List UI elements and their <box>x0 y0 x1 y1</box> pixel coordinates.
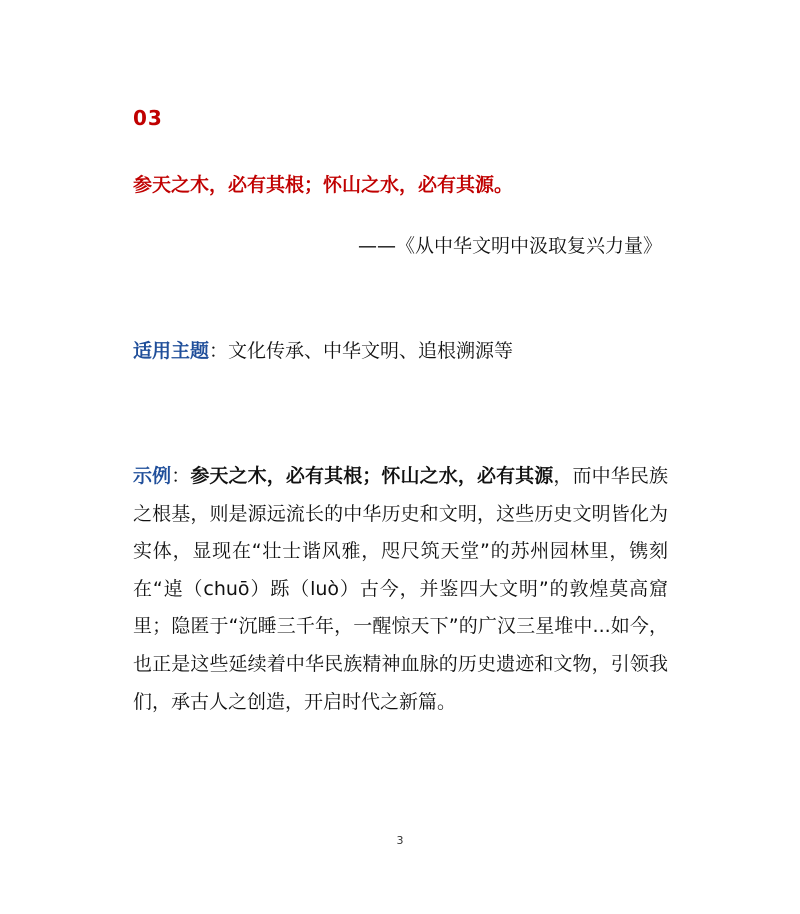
example-body-text: ，而中华民族之根基，则是源远流长的中华历史和文明，这些历史文明皆化为实体，显现在“壮士谐风雅，咫尺筑天堂”的苏州园林里，镌刻在“逴（chuō）跞（luò）古今，并鉴四大文明”的敦煌莫高窟里；隐匿于“沉睡三千年，一醒惊天下”的广汉三星堆中...如今，也正是这些延续着中华民族精神血脉的历史遗迹和文物，引领我们，承古人之创造，开启时代之新篇。 <box>133 465 668 713</box>
topic-separator: ： <box>209 340 229 362</box>
example-separator: ： <box>171 465 191 487</box>
page-number: 3 <box>396 834 404 847</box>
quote-source: ——《从中华文明中汲取复兴力量》 <box>357 235 662 257</box>
example-bold-quote: 参天之木，必有其根；怀山之水，必有其源 <box>190 465 554 487</box>
applicable-topic <box>133 336 513 363</box>
topic-label: 适用主题 <box>133 340 210 362</box>
example-label: 示例 <box>133 465 172 487</box>
section-number: 03 <box>133 106 163 130</box>
topic-text: 文化传承、中华文明、追根溯源等 <box>228 340 514 362</box>
quote-heading: 参天之木，必有其根；怀山之水，必有其源。 <box>133 174 514 196</box>
example-paragraph <box>133 458 668 721</box>
